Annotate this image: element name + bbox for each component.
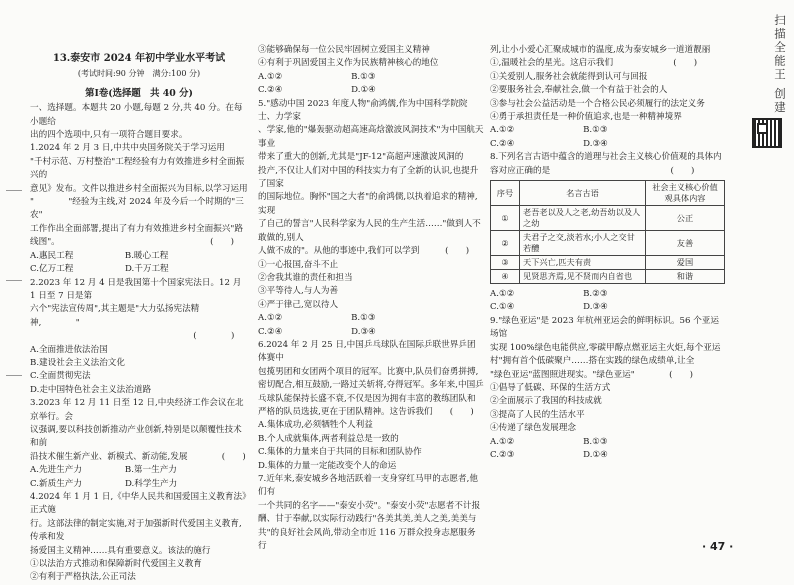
text-line: A.①② B.②③ (490, 289, 608, 300)
text-line: B.建设社会主义法治文化 (30, 357, 125, 368)
text-line: ④勇于承担责任是一种价值追求,也是一种精神境界 (490, 112, 682, 123)
table-header-cell: 名言古语 (520, 181, 646, 206)
text-line: 2.2023 年 12 月 4 日是我国第十个国家宪法日。12 月 1 日至 7 日是第 (30, 277, 242, 301)
text-line: C.①④ D.③④ (490, 302, 608, 313)
text-line: 容对应正确的是 ( ) (490, 165, 695, 176)
table-cell: 见贤思齐焉,见不贤而内自省也 (520, 270, 646, 284)
text-line: 实现 100%绿色电能供应,零碳甲醇点燃亚运主火炬,每个亚运 (490, 342, 721, 353)
values-table (490, 180, 725, 284)
table-cell: 爱国 (646, 256, 725, 270)
text-line: B.个人成就集体,两者利益总是一致的 (258, 433, 399, 444)
section-heading: 第Ⅰ卷(选择题 共 40 分) (85, 87, 193, 99)
text-line: ③参与社会公益活动是一个合格公民必须履行的法定义务 (490, 98, 705, 109)
table-cell: 公正 (646, 206, 725, 231)
text-line: A.先进生产力 B.第一生产力 (30, 465, 177, 476)
text-line: C.②④ D.③④ (258, 326, 376, 337)
text-line: A.①② B.①③ (490, 125, 608, 136)
column-3-text-top (490, 44, 725, 178)
table-header-cell: 序号 (491, 181, 520, 206)
text-line: 了自己的誓言"人民科学家为人民的生产生活……"做到人不敢做的,别人 (258, 219, 481, 243)
text-line: ①倡导了低碳、环保的生活方式 (490, 382, 611, 393)
text-line: A.集体成功,必须牺牲个人利益 (258, 420, 373, 431)
text-line: C.新质生产力 D.科学生产力 (30, 478, 178, 489)
text-line: 严格的队员选拔,更在于团队精神。这告诉我们 ( ) (258, 406, 474, 417)
table-cell: 夫君子之交,淡若水;小人之交甘若醴 (520, 231, 646, 256)
text-line: A.①② B.①③ (258, 71, 376, 82)
text-line: D.集体的力量一定能改变个人的命运 (258, 460, 397, 471)
margin-line (6, 190, 22, 191)
text-line: C.②④ D.①④ (258, 85, 376, 96)
page-number: · 47 · (702, 540, 734, 553)
text-line: ③能够确保每一位公民牢固树立爱国主义精神 (258, 45, 430, 55)
text-line: 行。这部法律的制定实施,对于加强新时代爱国主义教育,传承和发 (30, 518, 242, 543)
column-1 (30, 44, 248, 585)
text-line: ①一心报国,奋斗不止 (258, 259, 339, 270)
text-line: ①,温暖社会的星光。这启示我们 ( ) (490, 58, 698, 69)
qr-code-icon (752, 118, 782, 148)
table-row (491, 231, 725, 256)
text-line: ④有利于巩固爱国主义作为民族精神核心的地位 (258, 58, 439, 69)
exam-title: 13.泰安市 2024 年初中学业水平考试 (52, 53, 226, 64)
text-line: 出的四个选项中,只有一项符合题目要求。 (30, 130, 188, 141)
text-line: 投产,不仅让人们对中国的科技实力有了全新的认识,也提升了国家 (258, 165, 479, 190)
text-line: 、学家,他的"爆轰驱动超高速高焓激波风洞技术"为中国航天事业 (258, 125, 484, 149)
text-line: "绿色亚运"蓝图照进现实。"绿色亚运" ( ) (490, 369, 693, 380)
scanner-watermark: 扫描全能王 创建 (773, 14, 787, 115)
text-line: A.全面推进依法治国 (30, 344, 108, 355)
text-line: C.集体的力量来自于共同的目标和团队协作 (258, 447, 422, 458)
text-line: 一、选择题。本题共 20 小题,每题 2 分,共 40 分。在每小题给 (30, 103, 243, 127)
text-line: ③平等待人,与人为善 (258, 286, 339, 297)
text-line: C.亿万工程 D.千万工程 (30, 264, 169, 275)
margin-line (6, 375, 22, 376)
text-line: 的国际地位。胸怀"国之大者"的俞鸿儒,以执着追求的精神,实现 (258, 192, 478, 216)
text-line: 列,让小小爱心汇聚成城市的温度,成为泰安城乡一道道靓丽 (490, 45, 711, 55)
text-line: ②全面展示了我国的科技成就 (490, 396, 602, 407)
text-line: ④严于律己,宽以待人 (258, 299, 339, 310)
margin-line (6, 280, 22, 281)
text-line: ( ) (30, 331, 235, 342)
text-line: C.②③ D.①④ (490, 449, 608, 460)
text-line: C.②④ D.③④ (490, 138, 608, 149)
text-line: ②舍我其谁的责任和担当 (258, 272, 353, 283)
text-line: 7.近年来,泰安城乡各地活跃着一支身穿红马甲的志愿者,他们有 (258, 474, 478, 498)
text-line: 1.2024 年 2 月 3 日,中共中央国务院关于学习运用 (30, 143, 225, 154)
text-line: 3.2023 年 12 月 11 日至 12 日,中央经济工作会议在北京举行。会 (30, 398, 244, 422)
text-line: 工作作出全面部署,提出了有力有效推进乡村全面振兴"路 (30, 223, 243, 234)
text-line: C.全面贯彻宪法 (30, 371, 91, 382)
table-row (491, 270, 725, 284)
text-line: 议强调,要以科技创新推动产业创新,特别是以颠覆性技术和前 (30, 424, 242, 449)
table-cell: ② (491, 231, 520, 256)
text-line: 沿技术催生新产业、新模式、新动能,发展 ( ) (30, 451, 246, 462)
text-line: 共"的良好社会风尚,带动全市近 116 万群众投身志愿服务行 (258, 527, 476, 552)
text-line: 5."感动中国 2023 年度人物"俞鸿儒,作为中国科学院院士、力学家 (258, 98, 468, 123)
text-line: A.①② B.①③ (258, 313, 376, 324)
table-cell: 友善 (646, 231, 725, 256)
text-line: ①关爱别人,服务社会就能得到认可与回报 (490, 71, 648, 82)
text-line: A.①② B.①③ (490, 436, 608, 447)
text-line: D.走中国特色社会主义法治道路 (30, 384, 152, 395)
table-cell: ① (491, 206, 520, 231)
table-header-row (491, 181, 725, 206)
text-line: 4.2024 年 1 月 1 日,《中华人民共和国爱国主义教育法》正式施 (30, 492, 247, 516)
binding-margin (0, 0, 28, 561)
text-line: "千村示范、万村整治"工程经验有力有效推进乡村全面振兴的 (30, 156, 245, 181)
table-row (491, 256, 725, 270)
column-1-text (30, 102, 248, 585)
text-line: " "经验为主线,对 2024 年及今后一个时期的"三农" (30, 197, 244, 221)
table-header-cell: 社会主义核心价值观具体内容 (646, 181, 725, 206)
table-cell: ④ (491, 270, 520, 284)
text-line: 包揽男团和女团两个项目的冠军。比赛中,队员们奋勇拼搏, (258, 366, 479, 377)
text-line: 村"拥有首个低碳聚户……搭在实践的绿色成绩单,让全 (490, 356, 695, 367)
text-line: 乓球队能保持长盛不衰,不仅是因为拥有丰富的教练团队和 (258, 393, 476, 404)
text-line: ④传递了绿色发展理念 (490, 423, 576, 434)
column-3-text-bottom (490, 288, 725, 462)
column-2-text (258, 44, 484, 553)
text-line: A.惠民工程 B.暖心工程 (30, 250, 169, 261)
text-line: ②有利于严格执法,公正司法 (30, 572, 136, 583)
text-line: 意见》发布。文件以推进乡村全面振兴为目标,以学习运用 (30, 183, 248, 194)
text-line: 密切配合,相互鼓励,一路过关斩将,夺得冠军。多年来,中国乒 (258, 380, 484, 391)
text-line: ③提高了人民的生活水平 (490, 409, 585, 420)
text-line: 8.下列名言古语中蕴含的道理与社会主义核心价值观的具体内 (490, 152, 722, 163)
text-line: 6.2024 年 2 月 25 日,中国乒乓球队在国际乒联世界乒团体赛中 (258, 339, 476, 364)
table-row (491, 206, 725, 231)
column-2 (258, 44, 484, 553)
text-line: 一个共同的名字——"泰安小荧"。"泰安小荧"志愿者不计报 (258, 500, 481, 511)
text-line: 六个"宪法宣传周",其主题是"大力弘扬宪法精神, " (30, 304, 200, 328)
table-cell: 天下兴亡,匹夫有责 (520, 256, 646, 270)
table-cell: 老吾老以及人之老,幼吾幼以及人之幼 (520, 206, 646, 231)
text-line: 带来了重大的创新,尤其是"JF-12"高超声速激波风洞的 (258, 152, 464, 163)
column-3 (490, 44, 725, 462)
text-line: 扬爱国主义精神……具有重要意义。该法的施行 (30, 545, 211, 556)
exam-subtitle: (考试时间:90 分钟 满分:100 分) (77, 69, 201, 79)
text-line: 9."绿色亚运"是 2023 年杭州亚运会的鲜明标识。56 个亚运场馆 (490, 315, 719, 340)
text-line: 线图"。 ( ) (30, 237, 235, 248)
text-line: 酬、甘于奉献,以实际行动践行"各美其美,美人之美,美美与 (258, 514, 477, 525)
text-line: ①以法治方式推动和保障新时代爱国主义教育 (30, 559, 202, 570)
text-line: 人做不成的"。从他的事迹中,我们可以学到 ( ) (258, 246, 470, 257)
table-cell: ③ (491, 256, 520, 270)
table-cell: 和谐 (646, 270, 725, 284)
text-line: ②要服务社会,奉献社会,做一个有益于社会的人 (490, 85, 668, 96)
